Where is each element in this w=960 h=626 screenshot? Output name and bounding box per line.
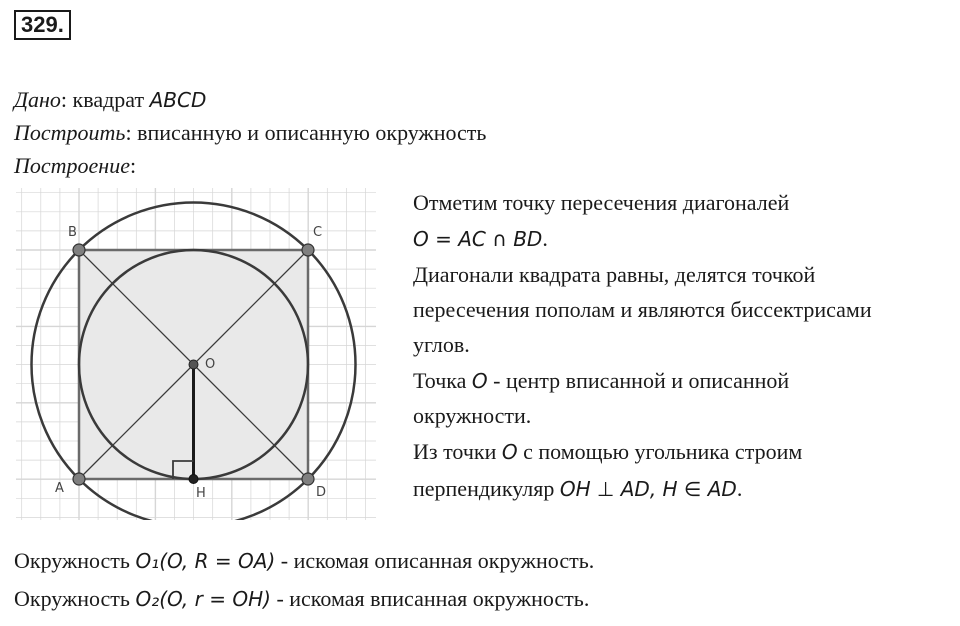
bottom-line-2-post: - искомая вписанная окружность. bbox=[270, 586, 590, 611]
given-label: Дано bbox=[14, 87, 61, 112]
right-line-3: Диагонали квадрата равны, делятся точкой bbox=[413, 262, 816, 287]
problem-number: 329. bbox=[14, 10, 71, 40]
label-a: A bbox=[55, 481, 64, 496]
construction-label: Построение bbox=[14, 153, 130, 178]
construct-label: Построить bbox=[14, 120, 126, 145]
construction-line bbox=[14, 152, 136, 180]
given-math: ABCD bbox=[149, 88, 207, 112]
point-o bbox=[189, 360, 198, 369]
bottom-line-2-pre: Окружность bbox=[14, 586, 136, 611]
right-line-9-math: OH ⊥ AD, H ∈ AD bbox=[559, 477, 737, 501]
right-line-6 bbox=[413, 367, 789, 395]
bottom-line-2 bbox=[14, 585, 589, 613]
bottom-line-1-math: O₁(O, R = OA) bbox=[135, 549, 276, 573]
point-c bbox=[302, 244, 314, 256]
right-line-9 bbox=[413, 475, 742, 503]
construct-text: вписанную и описанную окружность bbox=[137, 120, 487, 145]
construct-line bbox=[14, 119, 486, 147]
right-line-7: окружности. bbox=[413, 403, 532, 428]
right-line-6-pre: Точка bbox=[413, 368, 472, 393]
right-line-1: Отметим точку пересечения диагоналей bbox=[413, 190, 790, 215]
bottom-line-2-math: O₂(O, r = OH) bbox=[135, 587, 271, 611]
point-d bbox=[302, 473, 314, 485]
point-b bbox=[73, 244, 85, 256]
right-line-2 bbox=[413, 225, 548, 253]
label-h: H bbox=[196, 486, 206, 501]
right-line-6-post: - центр вписанной и описанной bbox=[487, 368, 790, 393]
construct-sep: : bbox=[125, 120, 138, 145]
given-text: квадрат bbox=[72, 87, 150, 112]
given-line bbox=[14, 86, 206, 114]
right-line-5: углов. bbox=[413, 332, 470, 357]
right-line-4: пересечения пополам и являются биссектрисами bbox=[413, 297, 872, 322]
bottom-line-1 bbox=[14, 547, 594, 575]
right-line-6-math: O bbox=[471, 369, 488, 393]
bottom-line-1-pre: Окружность bbox=[14, 548, 136, 573]
point-a bbox=[73, 473, 85, 485]
right-line-8-pre: Из точки bbox=[413, 439, 502, 464]
right-line-8-math: O bbox=[501, 440, 518, 464]
construction-sep: : bbox=[129, 153, 137, 178]
right-line-8 bbox=[413, 438, 802, 466]
label-d: D bbox=[316, 485, 327, 500]
geometry-figure bbox=[16, 188, 376, 520]
label-c: C bbox=[313, 225, 323, 240]
right-line-9-pre: перпендикуляр bbox=[413, 476, 560, 501]
given-sep: : bbox=[60, 87, 73, 112]
label-b: B bbox=[68, 225, 77, 240]
right-line-8-post: с помощью угольника строим bbox=[517, 439, 803, 464]
right-line-2-math: O = AC ∩ BD bbox=[413, 227, 543, 251]
point-h bbox=[189, 475, 198, 484]
right-line-9-end: . bbox=[736, 476, 743, 501]
right-line-2-end: . bbox=[542, 226, 548, 251]
bottom-line-1-post: - искомая описанная окружность. bbox=[275, 548, 595, 573]
label-o: O bbox=[205, 357, 216, 372]
